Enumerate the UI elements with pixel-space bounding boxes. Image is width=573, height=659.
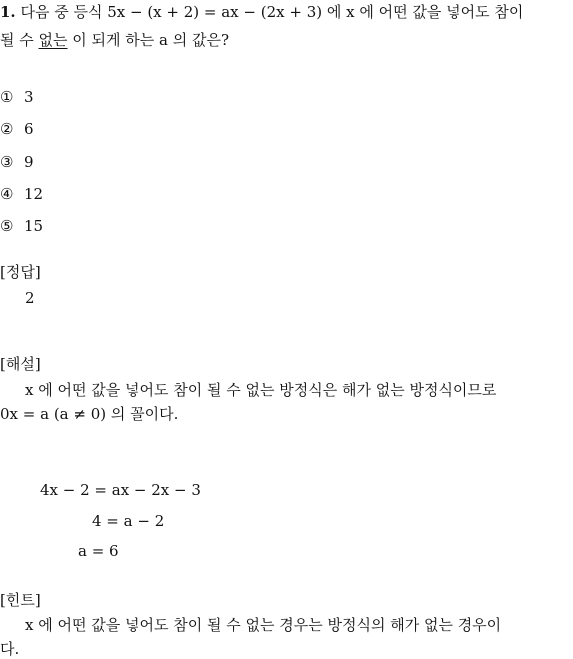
- choice-5-mark: ⑤: [0, 217, 14, 235]
- choice-4-value: 12: [24, 185, 44, 203]
- explanation-label: [해설]: [0, 355, 41, 373]
- choice-1: [0, 87, 34, 107]
- choice-5: [0, 216, 43, 236]
- choice-3: [0, 152, 34, 172]
- problem-line-2: [0, 30, 229, 50]
- choice-5-value: 15: [24, 217, 44, 235]
- choice-3-value: 9: [24, 153, 34, 171]
- answer-label: [정답]: [0, 263, 41, 281]
- equation-2: 4 = a − 2: [92, 512, 165, 530]
- choice-4: [0, 184, 43, 204]
- problem-text-2-pre: 될 수: [0, 31, 39, 49]
- equation-3: a = 6: [78, 542, 119, 560]
- problem-emphasis-underlined: 없는: [38, 31, 68, 49]
- problem-number: 1.: [0, 3, 16, 21]
- explanation-line-1: x 에 어떤 값을 넣어도 참이 될 수 없는 방정식은 해가 없는 방정식이므로: [25, 381, 497, 399]
- hint-line-2: 다.: [0, 640, 20, 658]
- choice-2: [0, 119, 34, 139]
- choice-2-value: 6: [24, 120, 34, 138]
- choice-2-mark: ②: [0, 120, 14, 138]
- answer-value: 2: [25, 289, 35, 307]
- choice-3-mark: ③: [0, 153, 14, 171]
- problem-text-1: 다음 중 등식 5x − (x + 2) = ax − (2x + 3) 에 x 에 어떤 값을 넣어도 참이: [20, 3, 524, 21]
- hint-label: [힌트]: [0, 591, 41, 609]
- choice-1-value: 3: [24, 88, 34, 106]
- hint-line-1: x 에 어떤 값을 넣어도 참이 될 수 없는 경우는 방정식의 해가 없는 경우이: [25, 616, 502, 634]
- equation-1: 4x − 2 = ax − 2x − 3: [40, 481, 201, 499]
- explanation-line-2: 0x = a (a ≠ 0) 의 꼴이다.: [0, 405, 179, 423]
- problem-text-2-post: 이 되게 하는 a 의 값은?: [67, 31, 230, 49]
- problem-line-1: [0, 2, 523, 22]
- choice-1-mark: ①: [0, 88, 14, 106]
- choice-4-mark: ④: [0, 185, 14, 203]
